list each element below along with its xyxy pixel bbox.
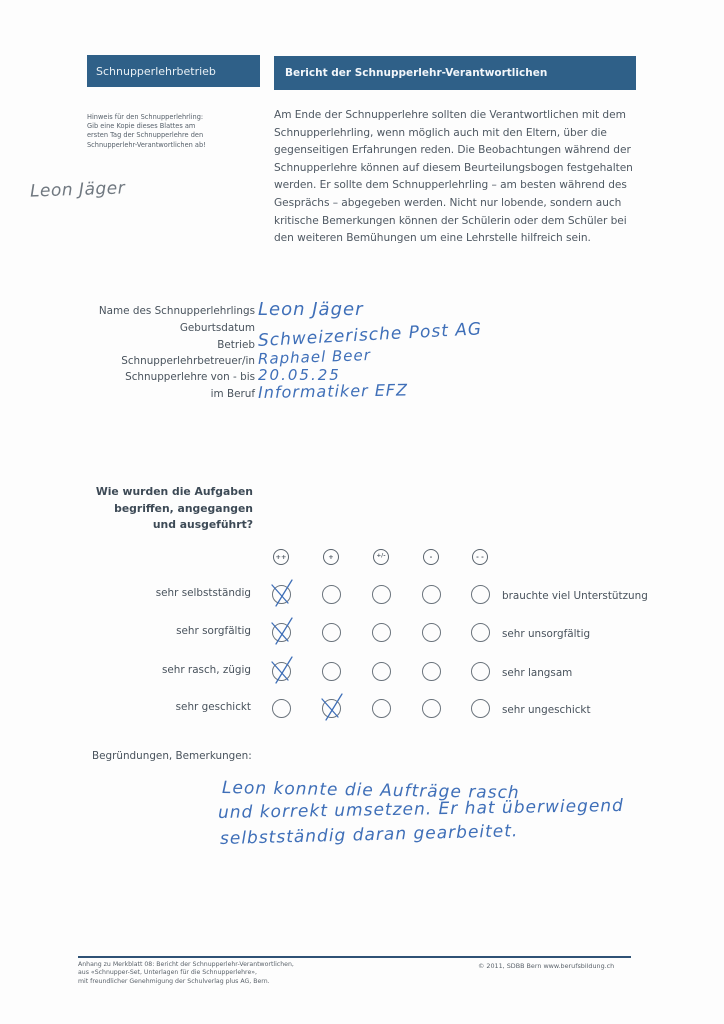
field-value-beruf[interactable]: Informatiker EFZ [257,380,409,402]
intro-line: Schnupperlehrling, wenn möglich auch mit den Eltern, über die [274,126,607,139]
rating-question-line: Wie wurden die Aufgaben [95,485,253,498]
rating-option-radio[interactable] [372,623,391,642]
intro-line: Am Ende der Schnupperlehre sollten die Verantwortlichen mit dem [274,109,626,121]
rating-option-radio[interactable] [422,699,441,718]
rating-row-right-label: sehr unsorgfältig [502,628,591,640]
rating-question-line: und ausgeführt? [152,518,253,531]
section-header-bericht [274,56,636,90]
intro-line: werden. Er sollte dem Schnupperlehrling – am besten während des [274,179,627,192]
scale-neutral-icon: +/- [373,549,389,565]
footer-source [78,961,294,986]
section-header-label: Schnupperlehrbetrieb [96,64,216,78]
footer-copyright: © 2011, SDBB Bern www.berufsbildung.ch [478,962,615,970]
intro-line: Gesprächs – abgegeben werden. Nicht nur lobende, sondern auch [274,196,622,209]
hint-note [87,113,262,150]
intro-paragraph [274,107,644,248]
field-label-betreuer: Schnupperlehrbetreuer/in [121,355,255,367]
field-label-name: Name des Schnupperlehrlings [98,305,255,317]
field-label-geburtsdatum: Geburtsdatum [179,322,255,334]
hint-line: Gib eine Kopie dieses Blattes am [87,122,196,131]
rating-option-radio[interactable] [272,585,291,604]
rating-option-radio[interactable] [272,662,291,681]
rating-option-radio[interactable] [322,699,341,718]
rating-option-radio[interactable] [322,623,341,642]
footer-divider [78,956,631,958]
hint-line: ersten Tag der Schnupperlehre den [87,131,204,140]
hint-line: Schnupperlehr-Verantwortlichen ab! [87,140,206,149]
intro-line: gegenseitigen Erfahrungen reden. Die Beobachtungen während der [274,144,631,157]
remarks-line: und korrekt umsetzen. Er hat überwiegend [217,795,625,823]
rating-option-radio[interactable] [471,623,490,642]
field-value-zeitraum[interactable]: 20.05.25 [258,366,341,384]
rating-option-radio[interactable] [372,699,391,718]
rating-row-left-label: sehr selbstständig [155,587,251,599]
footer-source-line: Anhang zu Merkblatt 08: Bericht der Schnupperlehr-Verantwortlichen, [78,961,294,968]
scale-very-bad-icon: - - [472,549,488,565]
footer-source-line: aus «Schnupper-Set, Unterlagen für die Schnupperlehre», [78,969,258,977]
rating-option-radio[interactable] [372,662,391,681]
rating-option-radio[interactable] [422,585,441,604]
rating-row-left-label: sehr geschickt [175,701,251,713]
rating-question [96,484,253,534]
field-label-betrieb: Betrieb [217,339,255,351]
section-header-schnupperlehrbetrieb [87,55,260,87]
remarks-line: Leon konnte die Aufträge rasch [221,778,520,804]
rating-option-radio[interactable] [272,699,291,718]
handwritten-signature: Leon Jäger [29,178,126,202]
rating-row-left-label: sehr rasch, zügig [161,664,251,676]
scale-bad-icon: - [423,549,439,565]
remarks-line: selbstständig daran gearbeitet. [219,821,519,849]
rating-option-radio[interactable] [372,585,391,604]
page-title: Bericht der Schnupperlehr-Verantwortlichen [285,67,548,79]
hint-line: Hinweis für den Schnupperlehrling: [87,113,204,121]
rating-option-radio[interactable] [272,623,291,642]
field-value-betrieb[interactable]: Schweizerische Post AG [257,319,483,351]
scale-good-icon: + [323,549,339,565]
remarks-label: Begründungen, Bemerkungen: [92,750,252,762]
rating-option-radio[interactable] [422,623,441,642]
rating-option-radio[interactable] [322,662,341,681]
field-value-betreuer[interactable]: Raphael Beer [257,346,372,368]
field-label-zeitraum: Schnupperlehre von - bis [125,371,255,383]
rating-option-radio[interactable] [471,699,490,718]
rating-row-right-label: sehr ungeschickt [502,704,591,716]
intro-line: kritische Bemerkungen können der Schülerin oder dem Schüler bei [274,214,627,227]
scale-very-good-icon: ++ [273,549,289,565]
rating-row-right-label: sehr langsam [502,667,573,679]
field-value-name[interactable]: Leon Jäger [258,299,364,320]
footer-source-line: mit freundlicher Genehmigung der Schulverlag plus AG, Bern. [78,977,270,985]
intro-line: den weiteren Bemühungen um eine Lehrstelle hilfreich sein. [274,232,591,245]
field-label-beruf: im Beruf [210,388,255,400]
rating-row-right-label: brauchte viel Unterstützung [502,590,648,602]
rating-option-radio[interactable] [471,662,490,681]
intro-line: Schnupperlehre können auf diesem Beurteilungsbogen festgehalten [274,161,633,174]
rating-option-radio[interactable] [471,585,490,604]
rating-option-radio[interactable] [422,662,441,681]
rating-row-left-label: sehr sorgfältig [176,625,251,637]
rating-question-line: begriffen, angegangen [114,501,253,515]
rating-option-radio[interactable] [322,585,341,604]
